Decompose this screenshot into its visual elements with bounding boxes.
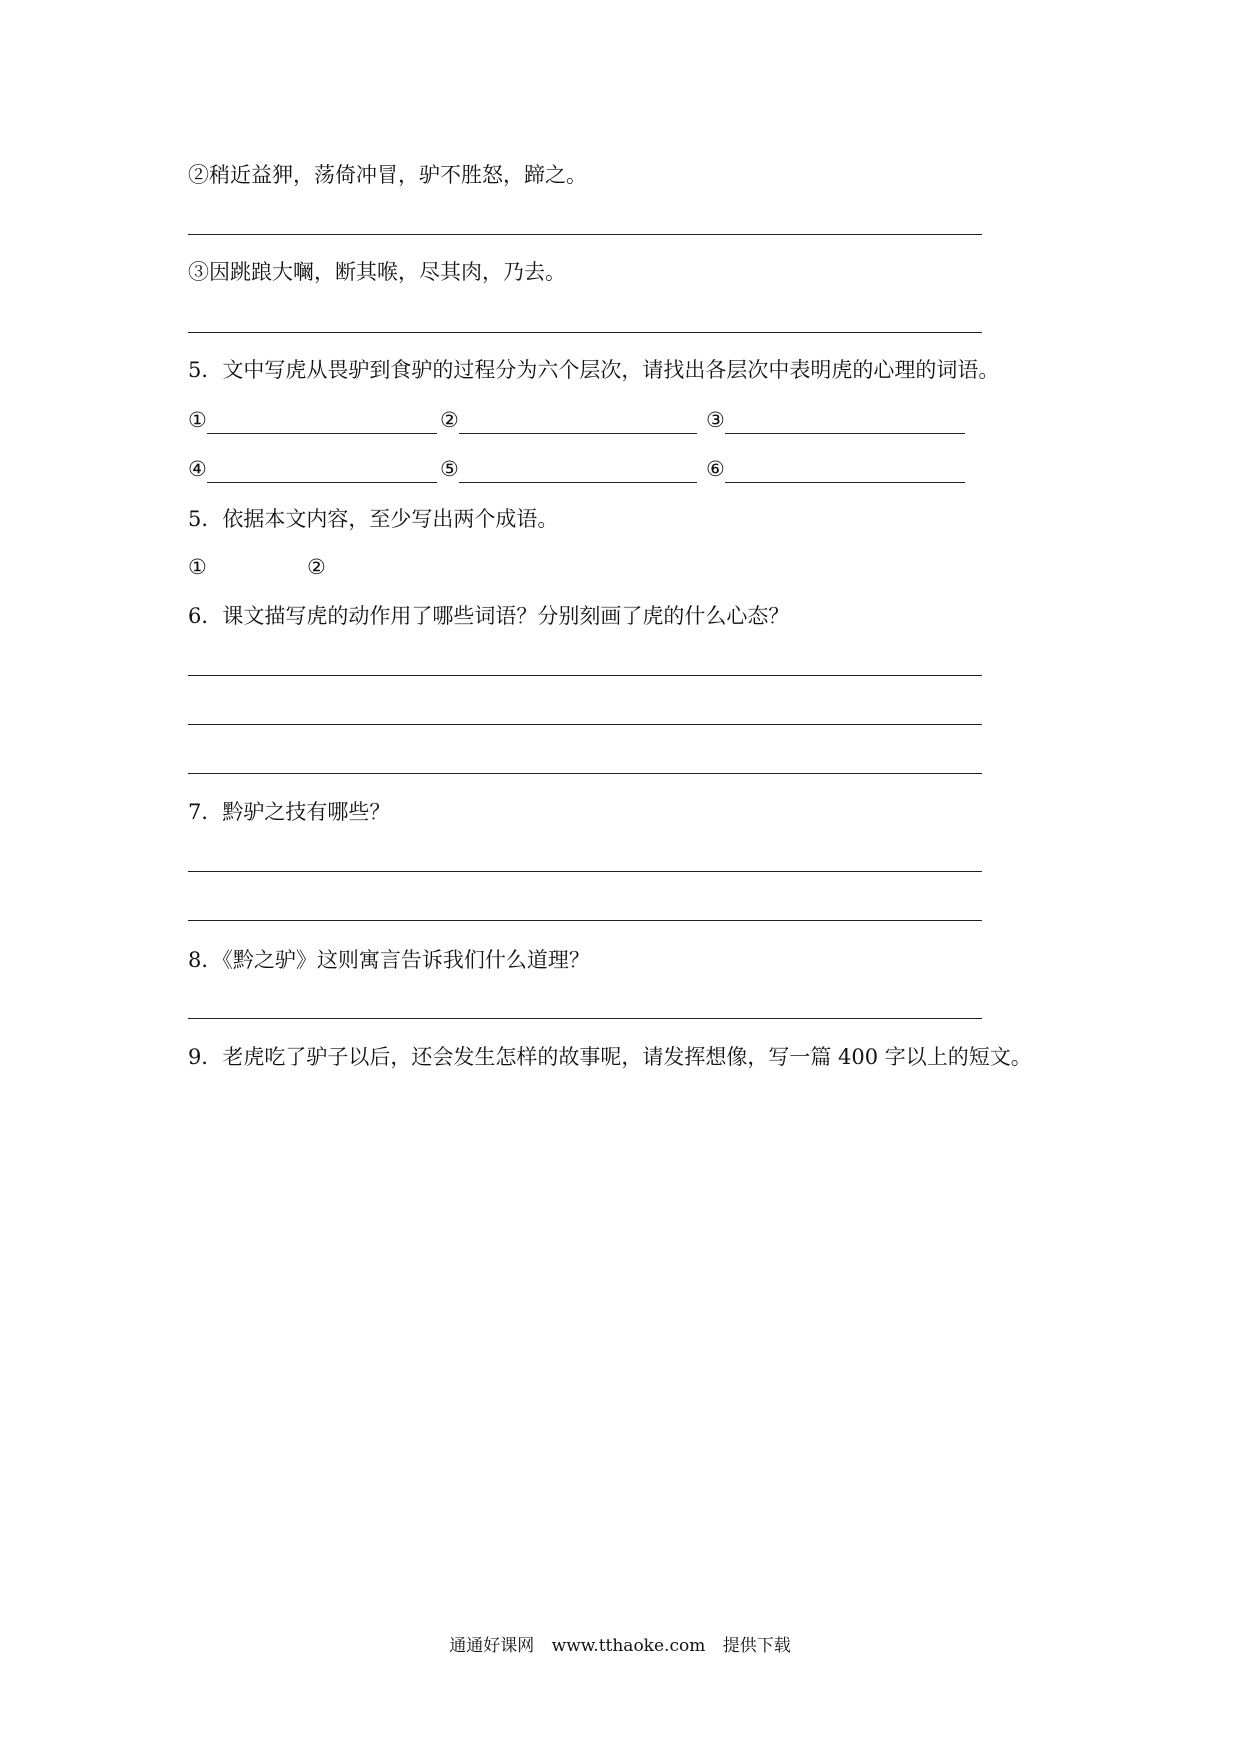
answer-line bbox=[188, 773, 982, 774]
fill-blank-5[interactable]: ⑤ bbox=[440, 455, 697, 483]
idiom-slot-1[interactable]: ① bbox=[188, 555, 207, 579]
answer-line bbox=[188, 871, 982, 872]
answer-line bbox=[188, 675, 982, 676]
idiom-slot-2[interactable]: ② bbox=[307, 555, 326, 579]
answer-line bbox=[188, 724, 982, 725]
question-8-prompt: 8．《黔之驴》这则寓言告诉我们什么道理？ bbox=[188, 948, 590, 972]
answer-line bbox=[188, 920, 982, 921]
answer-line bbox=[188, 332, 982, 333]
question-6-prompt: 6．课文描写虎的动作用了哪些词语？分别刻画了虎的什么心态？ bbox=[188, 604, 790, 628]
question-7-prompt: 7．黔驴之技有哪些？ bbox=[188, 800, 391, 824]
page-footer bbox=[0, 1634, 1240, 1658]
fill-blank-4[interactable]: ④ bbox=[188, 455, 437, 483]
footer-url[interactable]: www.tthaoke.com bbox=[551, 1636, 706, 1656]
fill-blank-1[interactable]: ① bbox=[188, 406, 437, 434]
answer-line bbox=[188, 234, 982, 235]
answer-line bbox=[188, 1018, 982, 1019]
fill-blank-6[interactable]: ⑥ bbox=[706, 455, 965, 483]
question-4-item-2: ②稍近益狎，荡倚冲冒，驴不胜怒，蹄之。 bbox=[188, 163, 587, 187]
question-9-prompt: 9．老虎吃了驴子以后，还会发生怎样的故事呢，请发挥想像，写一篇 400 字以上的短文。 bbox=[188, 1045, 1032, 1069]
fill-blank-2[interactable]: ② bbox=[440, 406, 697, 434]
question-4-item-3: ③因跳踉大㘎，断其喉，尽其肉，乃去。 bbox=[188, 260, 566, 284]
footer-note: 提供下载 bbox=[722, 1636, 791, 1656]
question-5b-prompt: 5．依据本文内容，至少写出两个成语。 bbox=[188, 507, 559, 531]
footer-site-name: 通通好课网 bbox=[449, 1636, 535, 1656]
question-5a-prompt: 5．文中写虎从畏驴到食驴的过程分为六个层次，请找出各层次中表明虎的心理的词语。 bbox=[188, 358, 1000, 382]
fill-blank-3[interactable]: ③ bbox=[706, 406, 965, 434]
